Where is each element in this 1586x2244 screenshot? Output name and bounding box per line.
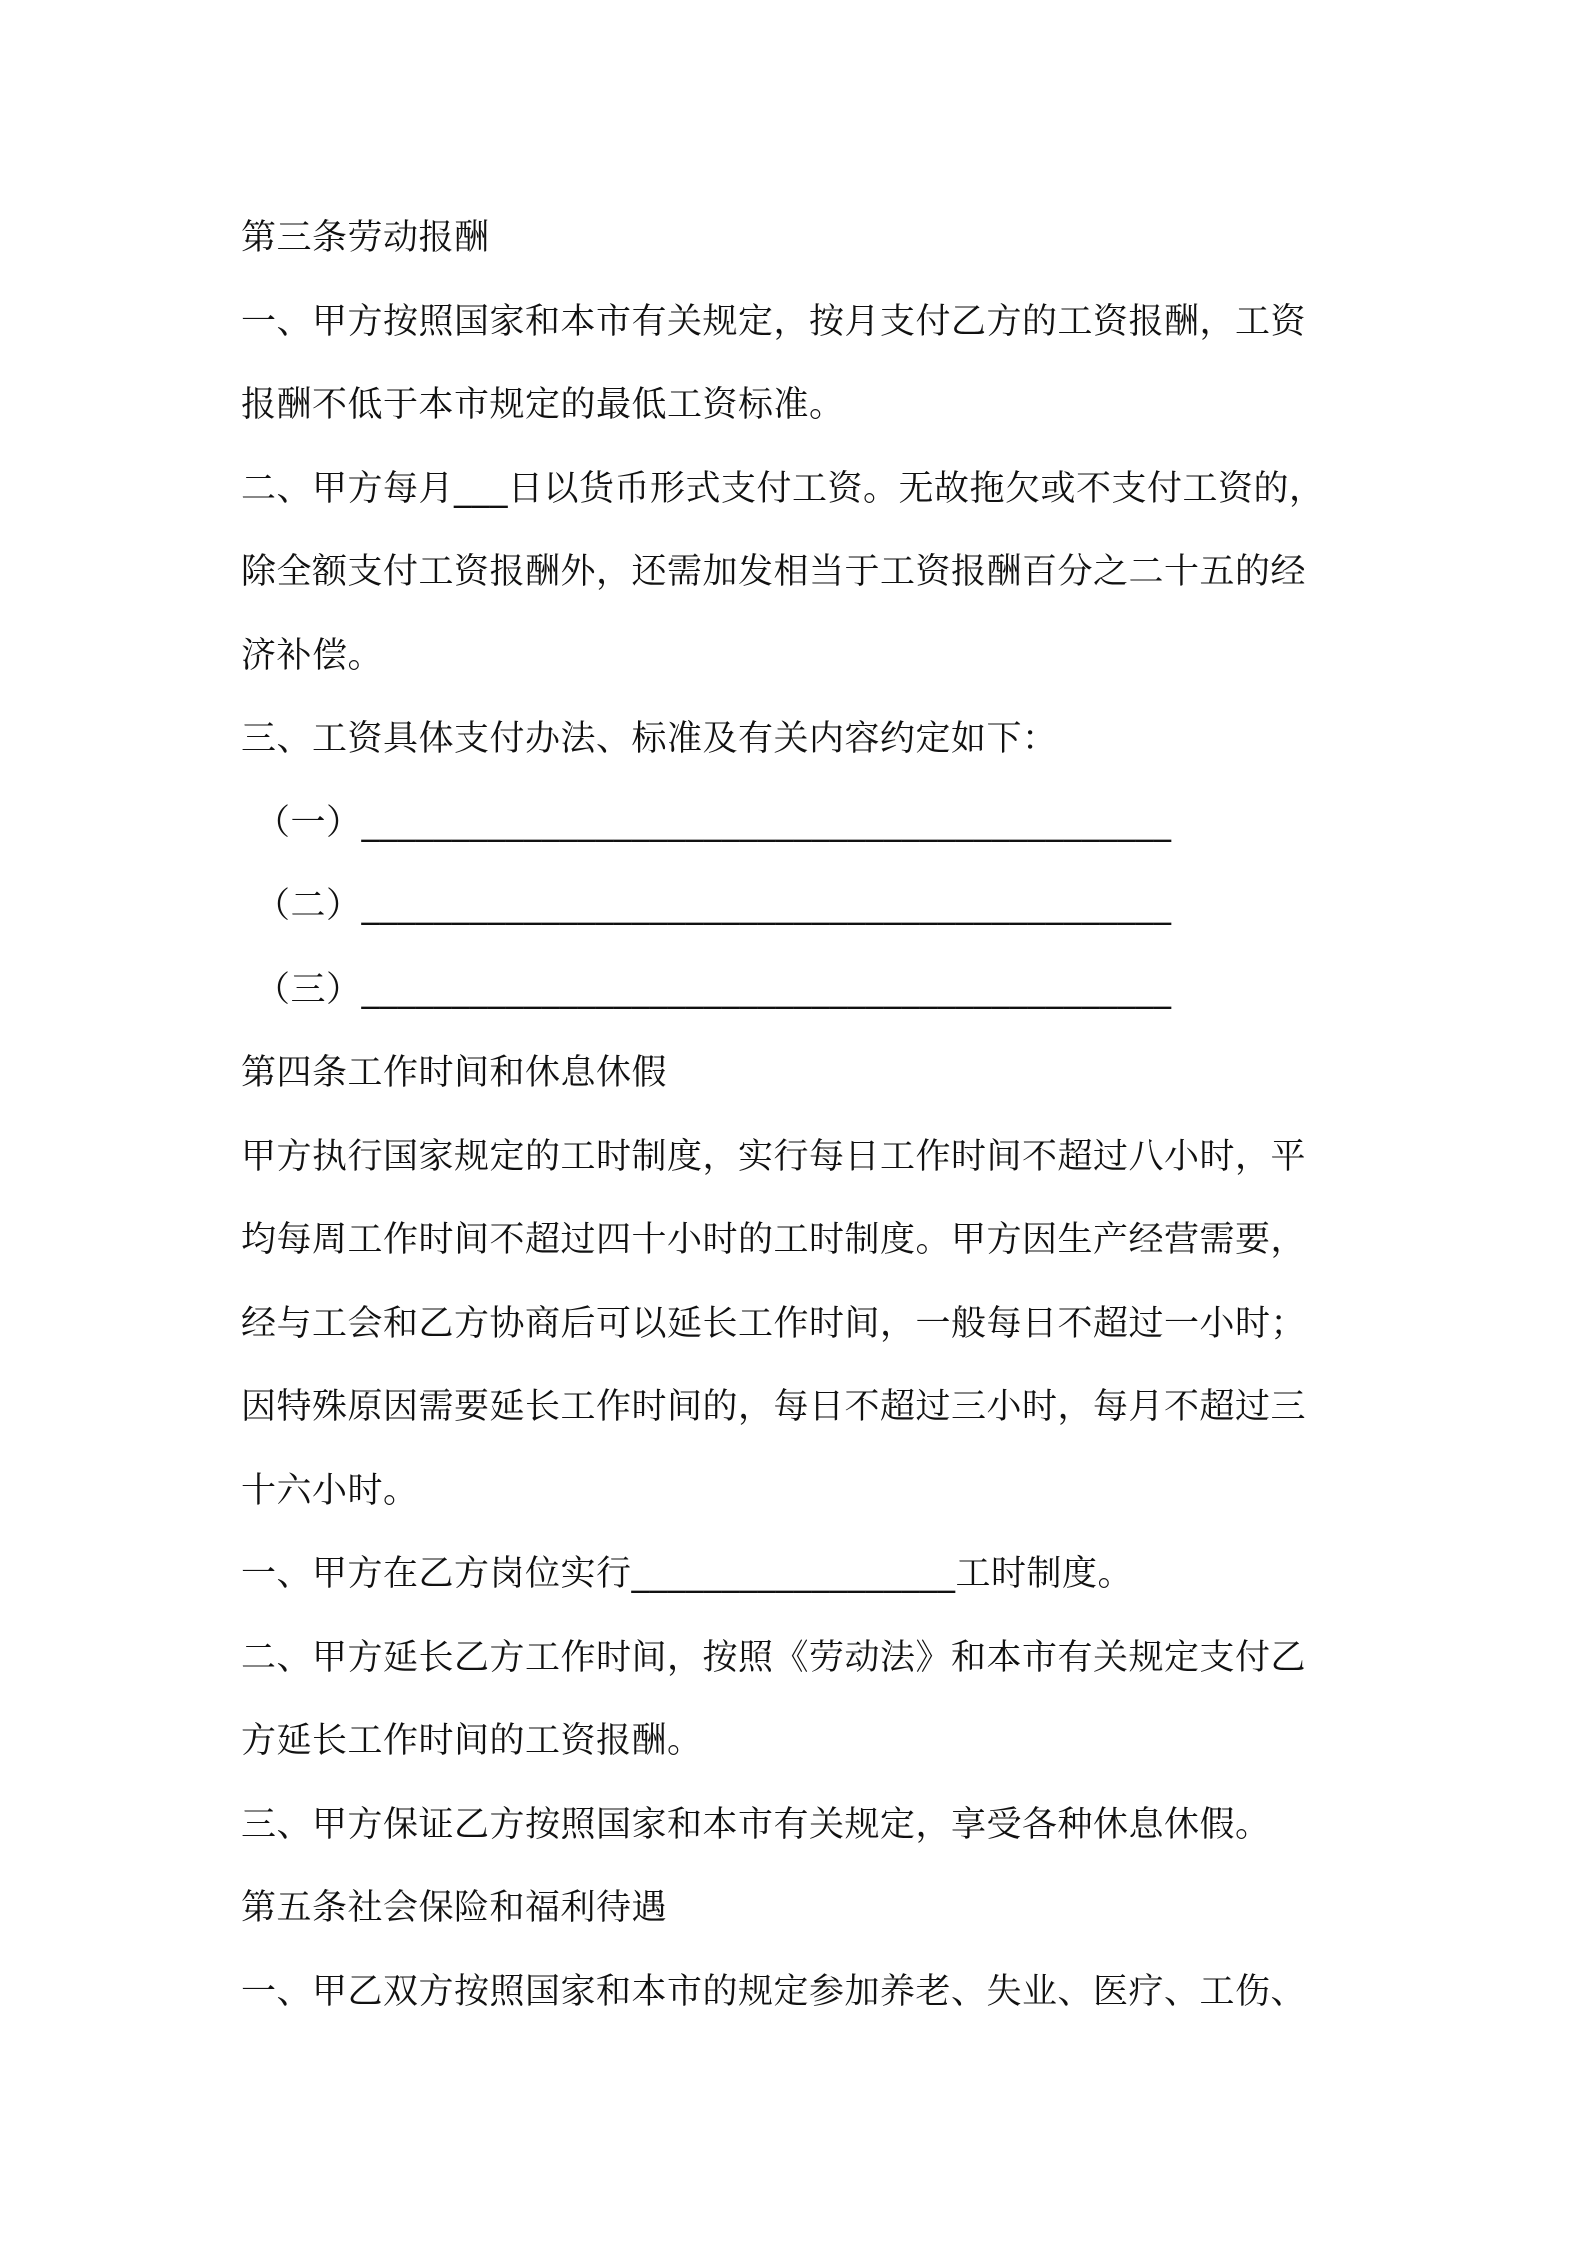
paragraph-line: 十六小时。 bbox=[241, 1470, 419, 1511]
fill-in-item: （一）_____________________________________________ bbox=[255, 802, 1172, 843]
paragraph-line: 报酬不低于本市规定的最低工资标准。 bbox=[241, 385, 845, 425]
paragraph-line: 一、甲方按照国家和本市有关规定，按月支付乙方的工资报酬，工资 bbox=[241, 301, 1307, 342]
paragraph-line: 经与工会和乙方协商后可以延长工作时间，一般每日不超过一小时； bbox=[241, 1303, 1307, 1344]
paragraph-line: 甲方执行国家规定的工时制度，实行每日工作时间不超过八小时，平 bbox=[241, 1136, 1307, 1177]
paragraph-line: 除全额支付工资报酬外，还需加发相当于工资报酬百分之二十五的经 bbox=[241, 552, 1307, 592]
paragraph-line: 均每周工作时间不超过四十小时的工时制度。甲方因生产经营需要， bbox=[241, 1220, 1307, 1260]
section-heading-article-5: 第五条社会保险和福利待遇 bbox=[241, 1888, 668, 1928]
paragraph-line: 三、工资具体支付办法、标准及有关内容约定如下： bbox=[241, 719, 1058, 759]
section-heading-article-3: 第三条劳动报酬 bbox=[241, 218, 490, 258]
paragraph-line: 二、甲方每月___日以货币形式支付工资。无故拖欠或不支付工资的， bbox=[241, 468, 1325, 509]
paragraph-line: 三、甲方保证乙方按照国家和本市有关规定，享受各种休息休假。 bbox=[241, 1804, 1271, 1845]
paragraph-line: 一、甲乙双方按照国家和本市的规定参加养老、失业、医疗、工伤、 bbox=[241, 1971, 1307, 2012]
fill-in-item: （三）_____________________________________________ bbox=[255, 969, 1172, 1010]
paragraph-line: 方延长工作时间的工资报酬。 bbox=[241, 1721, 703, 1761]
section-heading-article-4: 第四条工作时间和休息休假 bbox=[241, 1053, 668, 1093]
fill-in-item: （二）_____________________________________________ bbox=[255, 886, 1172, 926]
paragraph-line: 济补偿。 bbox=[241, 635, 384, 676]
document-body bbox=[241, 197, 1361, 2034]
paragraph-line: 一、甲方在乙方岗位实行__________________工时制度。 bbox=[241, 1554, 1134, 1594]
paragraph-line: 因特殊原因需要延长工作时间的，每日不超过三小时，每月不超过三 bbox=[241, 1387, 1307, 1427]
paragraph-line: 二、甲方延长乙方工作时间，按照《劳动法》和本市有关规定支付乙 bbox=[241, 1637, 1307, 1678]
